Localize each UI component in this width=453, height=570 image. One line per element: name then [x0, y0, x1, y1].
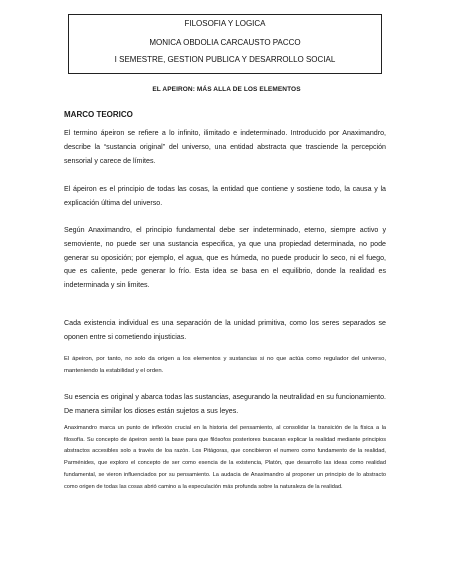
author-name: MONICA OBDOLIA CARCAUSTO PACCO [149, 38, 301, 47]
paragraph-5: El ápeiron, por tanto, no solo da origen a los elementos y sustancias si no que actúa como regulador del universo, manteniendo la estabilidad y el orden. [64, 356, 386, 374]
paragraph-1: El termino ápeiron se refiere a lo infinito, ilimitado e indeterminado. Introducido por Anaximandro, describe la “sustancia original” del universo, una entidad abstracta que trasciende la percepción sensorial y carece de límites. [64, 129, 386, 165]
header-box [68, 14, 382, 74]
paragraph-6: Su esencia es original y abarca todas las sustancias, asegurando la neutralidad en su funcionamiento. De manera similar los dioses están sujetos a sus leyes. [64, 393, 386, 415]
section-heading: MARCO TEORICO [64, 110, 133, 119]
document-title: EL APEIRON: MÁS ALLA DE LOS ELEMENTOS [152, 86, 301, 93]
semester-program: I SEMESTRE, GESTION PUBLICA Y DESARROLLO SOCIAL [114, 55, 336, 64]
paragraph-3: Según Anaximandro, el principio fundamental debe ser indeterminado, eterno, siempre activo y semoviente, no puede ser una sustancia especifica, ya que una propiedad determinada, no pode generar su oposición; por ejemplo, el agua, que es húmeda, no puede producir lo seco, ni el fuego, que es caliente, pede generar lo frío. Esta idea se basa en el equilibrio, donde la realidad es indeterminada y sin limites. [64, 226, 386, 290]
paragraph-2: El ápeiron es el principio de todas las cosas, la entidad que contiene y sostiene todo, la causa y la explicación última del universo. [64, 185, 386, 207]
paragraph-7: Anaximandro marca un punto de inflexión crucial en la historia del pensamiento, al consolidar la transición de la física a la filosofía. Su concepto de ápeiron sentó la base para que filósofos posteriores buscaran explicar la realidad mediante principios abstractos accesibles solo a través de loa razón. Los Pitágoras, que concibieron el numero como fundamento de la realidad, Parménides, que exploro el concepto de ser como esencia de la existencia, Platón, que desarrollo las ideas como realidad fundamental, se vieron influenciados por su pensamiento. La audacia de Anaximandro al proponer un principio de lo abstracto como origen de todas las cosas abrió camino a la especulación más profunda sobre la naturaleza de la realidad. [64, 425, 386, 490]
course-title: FILOSOFIA Y LOGICA [184, 19, 266, 28]
paragraph-4: Cada existencia individual es una separación de la unidad primitiva, como los seres separados se oponen entre si cometiendo injusticias. [64, 319, 386, 341]
